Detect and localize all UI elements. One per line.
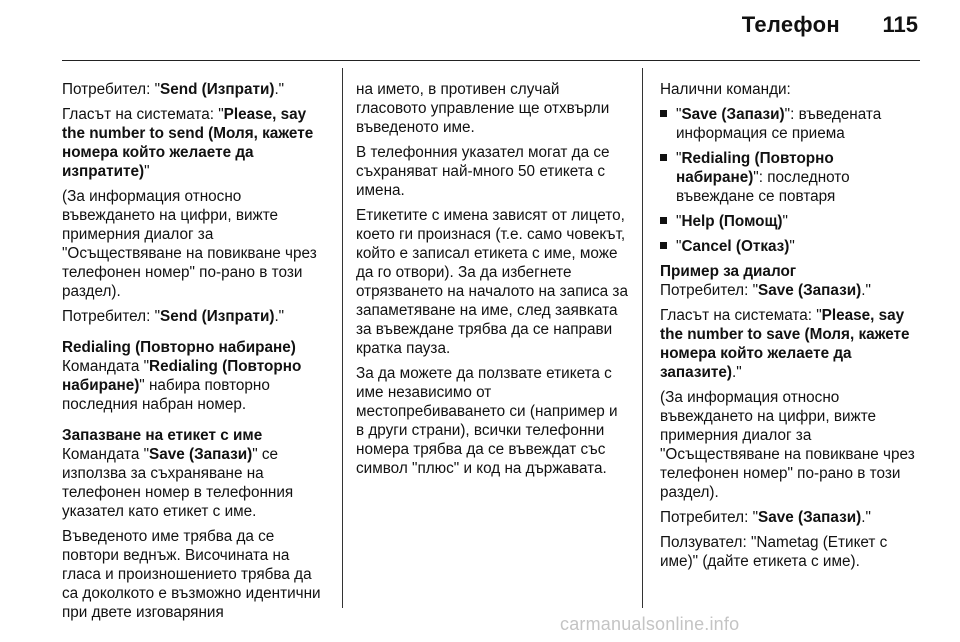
- heading-redialing: Redialing (Повторно набиране): [62, 339, 296, 356]
- redialing-description: [62, 357, 330, 414]
- column-left: [62, 80, 330, 628]
- text-pre: Потребител: ": [660, 282, 759, 299]
- international-format-note: За да можете да ползвате етикета с име независимо от местопребиваването си (например и в други страни), всички телефонни номера трябва да се въвеждат със символ "плюс" и код на държавата.: [356, 365, 618, 477]
- list-item: "Help (Помощ)": [660, 212, 922, 231]
- column-middle: [356, 80, 628, 484]
- text-pre: Потребител: ": [660, 509, 759, 526]
- bullet-icon: [660, 217, 667, 224]
- command-description: ": [782, 213, 788, 230]
- name-repeat-note: Въведеното име трябва да се повтори веднъж. Височината на гласа и произношението трябва да са доколкото е възможно идентични при двете изговаряния: [62, 528, 321, 621]
- nametag-limit-note: В телефонния указател могат да се съхраняват най-много 50 етикета с имена.: [356, 144, 610, 199]
- text-pre: Гласът на системата: ": [62, 106, 224, 123]
- command-name: Help (Помощ): [681, 213, 783, 230]
- command-description: ": въведената информация се приема: [676, 106, 882, 142]
- text-bold: Please, say the number to save (Моля, кажете номера който желаете да запазите): [660, 307, 910, 381]
- user-send-line-2: [62, 307, 330, 326]
- list-item: "Cancel (Отказ)": [660, 237, 922, 256]
- available-commands-label: Налични команди:: [660, 81, 791, 98]
- name-reject-note: на името, в противен случай гласовото управление ще отхвърли въведеното име.: [356, 81, 610, 136]
- list-item: "Save (Запази)": въведената информация се приема: [660, 105, 922, 143]
- command-description: ": [789, 238, 795, 255]
- command-name: Cancel (Отказ): [681, 238, 790, 255]
- bullet-icon: [660, 242, 667, 249]
- save-description: [62, 445, 330, 521]
- text-pre: Командата ": [62, 358, 150, 375]
- page-number: 115: [882, 12, 918, 37]
- system-prompt-save: [660, 306, 922, 382]
- user-save-line-2: [660, 508, 922, 527]
- text-post: " се използва за съхраняване на телефонен номер в телефонния указател като етикет с име.: [62, 446, 294, 520]
- text-pre: Потребител: ": [62, 308, 161, 325]
- page-header: [0, 0, 960, 62]
- command-name: Save (Запази): [681, 106, 785, 123]
- bullet-icon: [660, 154, 667, 161]
- text-bold: Please, say the number to send (Моля, кажете номера който желаете да изпратите): [62, 106, 314, 180]
- command-description: ": последното въвеждане се повтаря: [676, 169, 850, 205]
- text-post: .": [274, 308, 285, 325]
- column-divider-left: [342, 68, 343, 608]
- text-post: .": [731, 364, 742, 381]
- column-divider-right: [642, 68, 643, 608]
- digit-entry-note: (За информация относно въвеждането на цифри, вижте примерния диалог за "Осъществяване на повикване чрез телефонен номер" по-рано в този раздел).: [62, 188, 317, 300]
- watermark: carmanualsonline.info: [560, 614, 740, 634]
- page-title: Телефон: [741, 12, 840, 37]
- digit-entry-note-2: (За информация относно въвеждането на цифри, вижте примерния диалог за "Осъществяване на повикване чрез телефонен номер" по-рано в този раздел).: [660, 389, 915, 501]
- list-item: "Redialing (Повторно набиране)": последното въвеждане се повтаря: [660, 149, 922, 206]
- text-bold: Save (Запази): [758, 509, 862, 526]
- command-name: Redialing (Повторно набиране): [676, 150, 834, 186]
- text-bold: Save (Запази): [149, 446, 253, 463]
- text-pre: Командата ": [62, 446, 150, 463]
- text-post: .": [861, 509, 871, 526]
- text-post: ": [144, 163, 150, 180]
- user-nametag-line: Ползувател: "Nametag (Етикет с име)" (дайте етикета с име).: [660, 534, 888, 570]
- column-right: [660, 80, 922, 577]
- text-pre: Потребител: ": [62, 81, 161, 98]
- speaker-dependence-note: Етикетите с имена зависят от лицето, което ги произнася (т.е. само човекът, който е записал етикета с име, може да го отвори). За да избегнете отрязването на началото на записа за запаметяване на име, след заявката за въвеждане трябва да се направи кратка пауза.: [356, 207, 628, 357]
- heading-save-nametag: Запазване на етикет с име: [62, 427, 263, 444]
- text-post: " набира повторно последния набран номер.: [62, 377, 270, 413]
- text-bold: Send (Изпрати): [160, 308, 275, 325]
- text-bold: Send (Изпрати): [160, 81, 275, 98]
- system-prompt-send: [62, 105, 330, 181]
- text-pre: Гласът на системата: ": [660, 307, 822, 324]
- text-bold: Redialing (Повторно набиране): [62, 358, 302, 394]
- text-post: .": [861, 282, 871, 299]
- user-send-line: [62, 80, 330, 99]
- text-post: .": [274, 81, 285, 98]
- user-save-line: [660, 281, 922, 300]
- command-list: [660, 105, 922, 256]
- bullet-icon: [660, 110, 667, 117]
- header-rule: [62, 60, 920, 61]
- heading-dialog-example: Пример за диалог: [660, 263, 797, 280]
- text-bold: Save (Запази): [758, 282, 862, 299]
